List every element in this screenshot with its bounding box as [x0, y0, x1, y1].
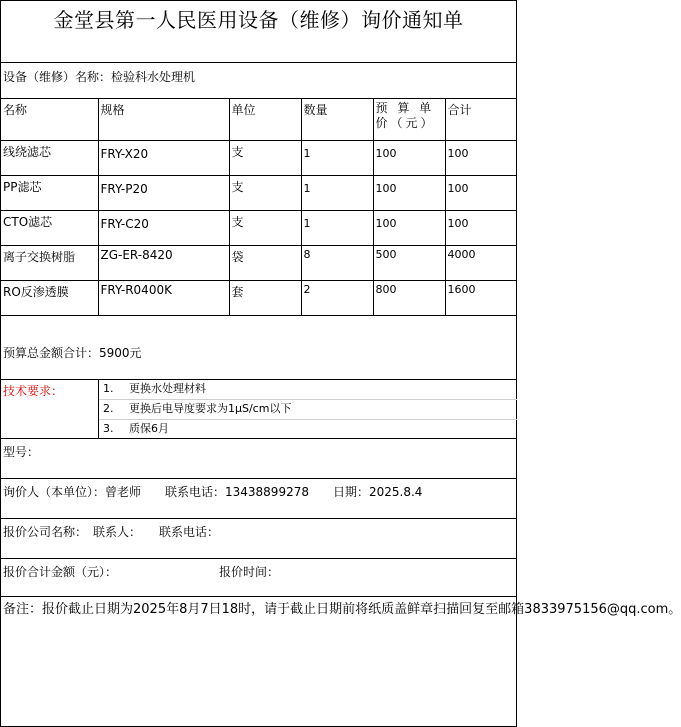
form-title: 金堂县第一人民医用设备（维修）询价通知单	[1, 1, 516, 63]
list-item-text: 更换水处理材料	[129, 382, 206, 395]
tech-requirements-list	[98, 380, 516, 438]
list-item	[99, 380, 517, 400]
quote-total-row	[1, 559, 516, 597]
item-name: 线绕滤芯	[1, 140, 98, 175]
table-row	[1, 280, 516, 315]
item-total: 4000	[445, 245, 516, 280]
budget-total-row	[1, 340, 516, 380]
item-unit-price: 100	[373, 140, 445, 175]
note-text: 备注：报价截止日期为2025年8月7日18时，请于截止日期前将纸质盖鲜章扫描回复至邮箱3833975156@qq.com。	[3, 602, 681, 617]
item-qty: 2	[301, 280, 373, 315]
item-name: PP滤芯	[1, 175, 98, 210]
item-unit: 套	[229, 280, 301, 315]
item-total: 100	[445, 210, 516, 245]
table-row	[1, 245, 516, 280]
item-qty: 1	[301, 175, 373, 210]
col-header-spec: 规格	[98, 99, 229, 140]
item-spec: FRY-X20	[98, 140, 229, 175]
item-unit-price: 500	[373, 245, 445, 280]
item-unit: 支	[229, 210, 301, 245]
device-name-value: 检验科水处理机	[111, 70, 196, 84]
item-spec: FRY-C20	[98, 210, 229, 245]
item-unit: 支	[229, 140, 301, 175]
item-qty: 1	[301, 140, 373, 175]
list-item-number: 2.	[103, 402, 114, 415]
item-unit-price: 100	[373, 175, 445, 210]
quote-company-row	[1, 519, 516, 559]
model-row	[1, 439, 516, 479]
quote-company-info: 报价公司名称： 联系人： 联系电话：	[3, 525, 220, 539]
quote-total-info: 报价合计金额（元）： 报价时间：	[3, 565, 280, 579]
item-qty: 8	[301, 245, 373, 280]
list-item-number: 3.	[103, 422, 114, 435]
tech-requirements-label: 技术要求：	[3, 384, 64, 398]
list-item-text: 质保6月	[129, 422, 169, 435]
table-header-row	[1, 99, 516, 140]
item-spec: FRY-R0400K	[98, 280, 229, 315]
col-header-qty: 数量	[301, 99, 373, 140]
inquirer-row	[1, 479, 516, 519]
list-item-text: 更换后电导度要求为1μS/cm以下	[129, 402, 292, 415]
col-header-unit: 单位	[229, 99, 301, 140]
item-total: 100	[445, 140, 516, 175]
item-qty: 1	[301, 210, 373, 245]
device-name-row	[1, 63, 516, 99]
table-row	[1, 210, 516, 245]
device-name-label: 设备（维修）名称：	[3, 70, 112, 84]
items-table	[1, 99, 516, 316]
note-row	[1, 597, 681, 726]
col-header-unit-price: 预 算 单 价（元）	[373, 99, 445, 140]
item-spec: FRY-P20	[98, 175, 229, 210]
list-item	[99, 420, 517, 440]
item-name: CTO滤芯	[1, 210, 98, 245]
table-row	[1, 175, 516, 210]
item-unit: 袋	[229, 245, 301, 280]
budget-total: 预算总金额合计：5900元	[3, 346, 142, 360]
model-label: 型号：	[3, 445, 40, 459]
item-total: 100	[445, 175, 516, 210]
tech-requirements-row	[1, 380, 516, 439]
item-total: 1600	[445, 280, 516, 315]
inquirer-info: 询价人（本单位）：曾老师 联系电话：13438899278 日期：2025.8.4	[3, 485, 423, 499]
item-name: 离子交换树脂	[1, 245, 98, 280]
item-spec: ZG-ER-8420	[98, 245, 229, 280]
col-header-total: 合计	[445, 99, 516, 140]
item-unit-price: 100	[373, 210, 445, 245]
item-name: RO反渗透膜	[1, 280, 98, 315]
col-header-name: 名称	[1, 99, 98, 140]
list-item	[99, 400, 517, 420]
item-unit-price: 800	[373, 280, 445, 315]
list-item-number: 1.	[103, 382, 114, 395]
table-row	[1, 140, 516, 175]
item-unit: 支	[229, 175, 301, 210]
